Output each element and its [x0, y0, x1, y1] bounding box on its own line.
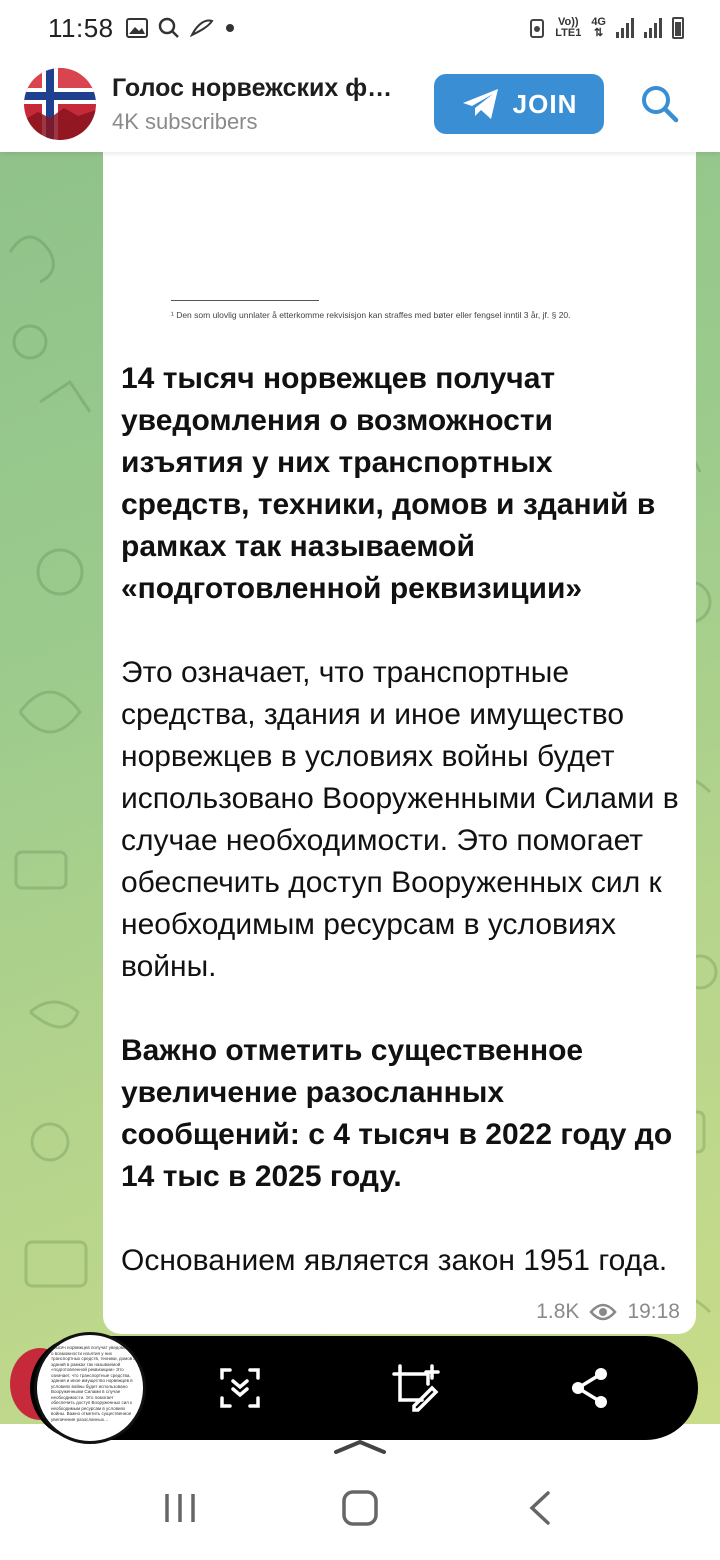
gallery-icon [126, 18, 148, 38]
status-time: 11:58 [48, 12, 114, 43]
back-icon [528, 1491, 552, 1525]
status-bar [0, 0, 720, 56]
scroll-capture-icon [218, 1366, 262, 1410]
view-count: 1.8K [536, 1300, 580, 1323]
chevron-down-icon[interactable] [334, 1440, 386, 1454]
telegram-plane-icon [461, 87, 501, 121]
message-meta [536, 1300, 680, 1324]
message-paragraph: Это означает, что транспортные средства, здания и иное имущество норвежцев в условиях войны будет использовано Вооруженными Силами в случае необходимости. Это помогает обеспечить доступ Вооруженных сил к необходимым ресурсам в условиях войны. [121, 656, 679, 983]
recents-icon [163, 1492, 197, 1524]
scroll-capture-button[interactable] [214, 1362, 266, 1414]
message-time: 19:18 [627, 1300, 680, 1323]
crop-edit-icon [392, 1364, 440, 1412]
message-paragraph: 14 тысяч норвежцев получат уведомления о возможности изъятия у них транспортных средств, техники, домов и зданий в рамках так называемой «подготовленной реквизиции» [121, 362, 656, 605]
search-icon [158, 17, 180, 39]
message-text [121, 358, 681, 1324]
share-icon [570, 1366, 610, 1410]
alarm-icon [529, 17, 545, 39]
recents-button[interactable] [150, 1478, 210, 1538]
thumbnail-text: …ысяч норвежцев получат уведомления о возможности изъятия у них транспортных средств, техники, домов и зданий в рамках так называемой «подготовленной реквизиции» Это означает, что транспортные средства, здания и иное имущество норвежцев в условиях войны будет использовано Вооруженными Силами в случае необходимости. Это помогает обеспечить доступ Вооруженных сил к необходимым ресурсам в условиях войны. Важно отметить существенное увеличение разосланных… [51, 1345, 137, 1422]
search-button[interactable] [636, 80, 684, 128]
crop-edit-button[interactable] [390, 1362, 442, 1414]
home-button[interactable] [330, 1478, 390, 1538]
screenshot-toolbar [30, 1336, 698, 1440]
back-button[interactable] [510, 1478, 570, 1538]
signal-icon-2 [644, 18, 662, 38]
channel-post-bubble[interactable] [103, 152, 696, 1334]
feather-icon [190, 19, 214, 37]
share-button[interactable] [564, 1362, 616, 1414]
signal-icon-1 [616, 18, 634, 38]
status-notification-icons [126, 17, 236, 39]
join-button[interactable] [434, 74, 604, 134]
channel-title[interactable]: Голос норвежских ф… [112, 73, 393, 102]
network-type: 4G ⇅ [591, 16, 606, 39]
system-nav-bar [0, 1456, 720, 1560]
dot-icon [224, 22, 236, 34]
join-label: JOIN [512, 88, 578, 119]
status-system-icons [529, 17, 684, 39]
message-paragraph: Основанием является закон 1951 года. [121, 1244, 668, 1277]
volte-indicator: Vo)) LTE1 [555, 16, 582, 39]
battery-icon [672, 17, 684, 39]
document-footnote-rule [171, 300, 319, 301]
message-paragraph: Важно отметить существенное увеличение разосланных сообщений: с 4 тысяч в 2022 году до 14 тыс в 2025 году. [121, 1034, 673, 1193]
subscriber-count: 4K subscribers [112, 108, 258, 134]
channel-avatar[interactable] [24, 68, 96, 140]
document-footnote: ¹ Den som ulovlig unnlater å etterkomme rekvisisjon kan straffes med bøter eller fengsel inntil 3 år, jf. § 20. [171, 310, 571, 320]
channel-header[interactable] [0, 56, 720, 152]
screenshot-thumbnail[interactable] [34, 1332, 146, 1444]
chat-area[interactable] [0, 152, 720, 1424]
search-icon [640, 84, 680, 124]
eye-icon [589, 1302, 617, 1322]
home-icon [341, 1489, 379, 1527]
